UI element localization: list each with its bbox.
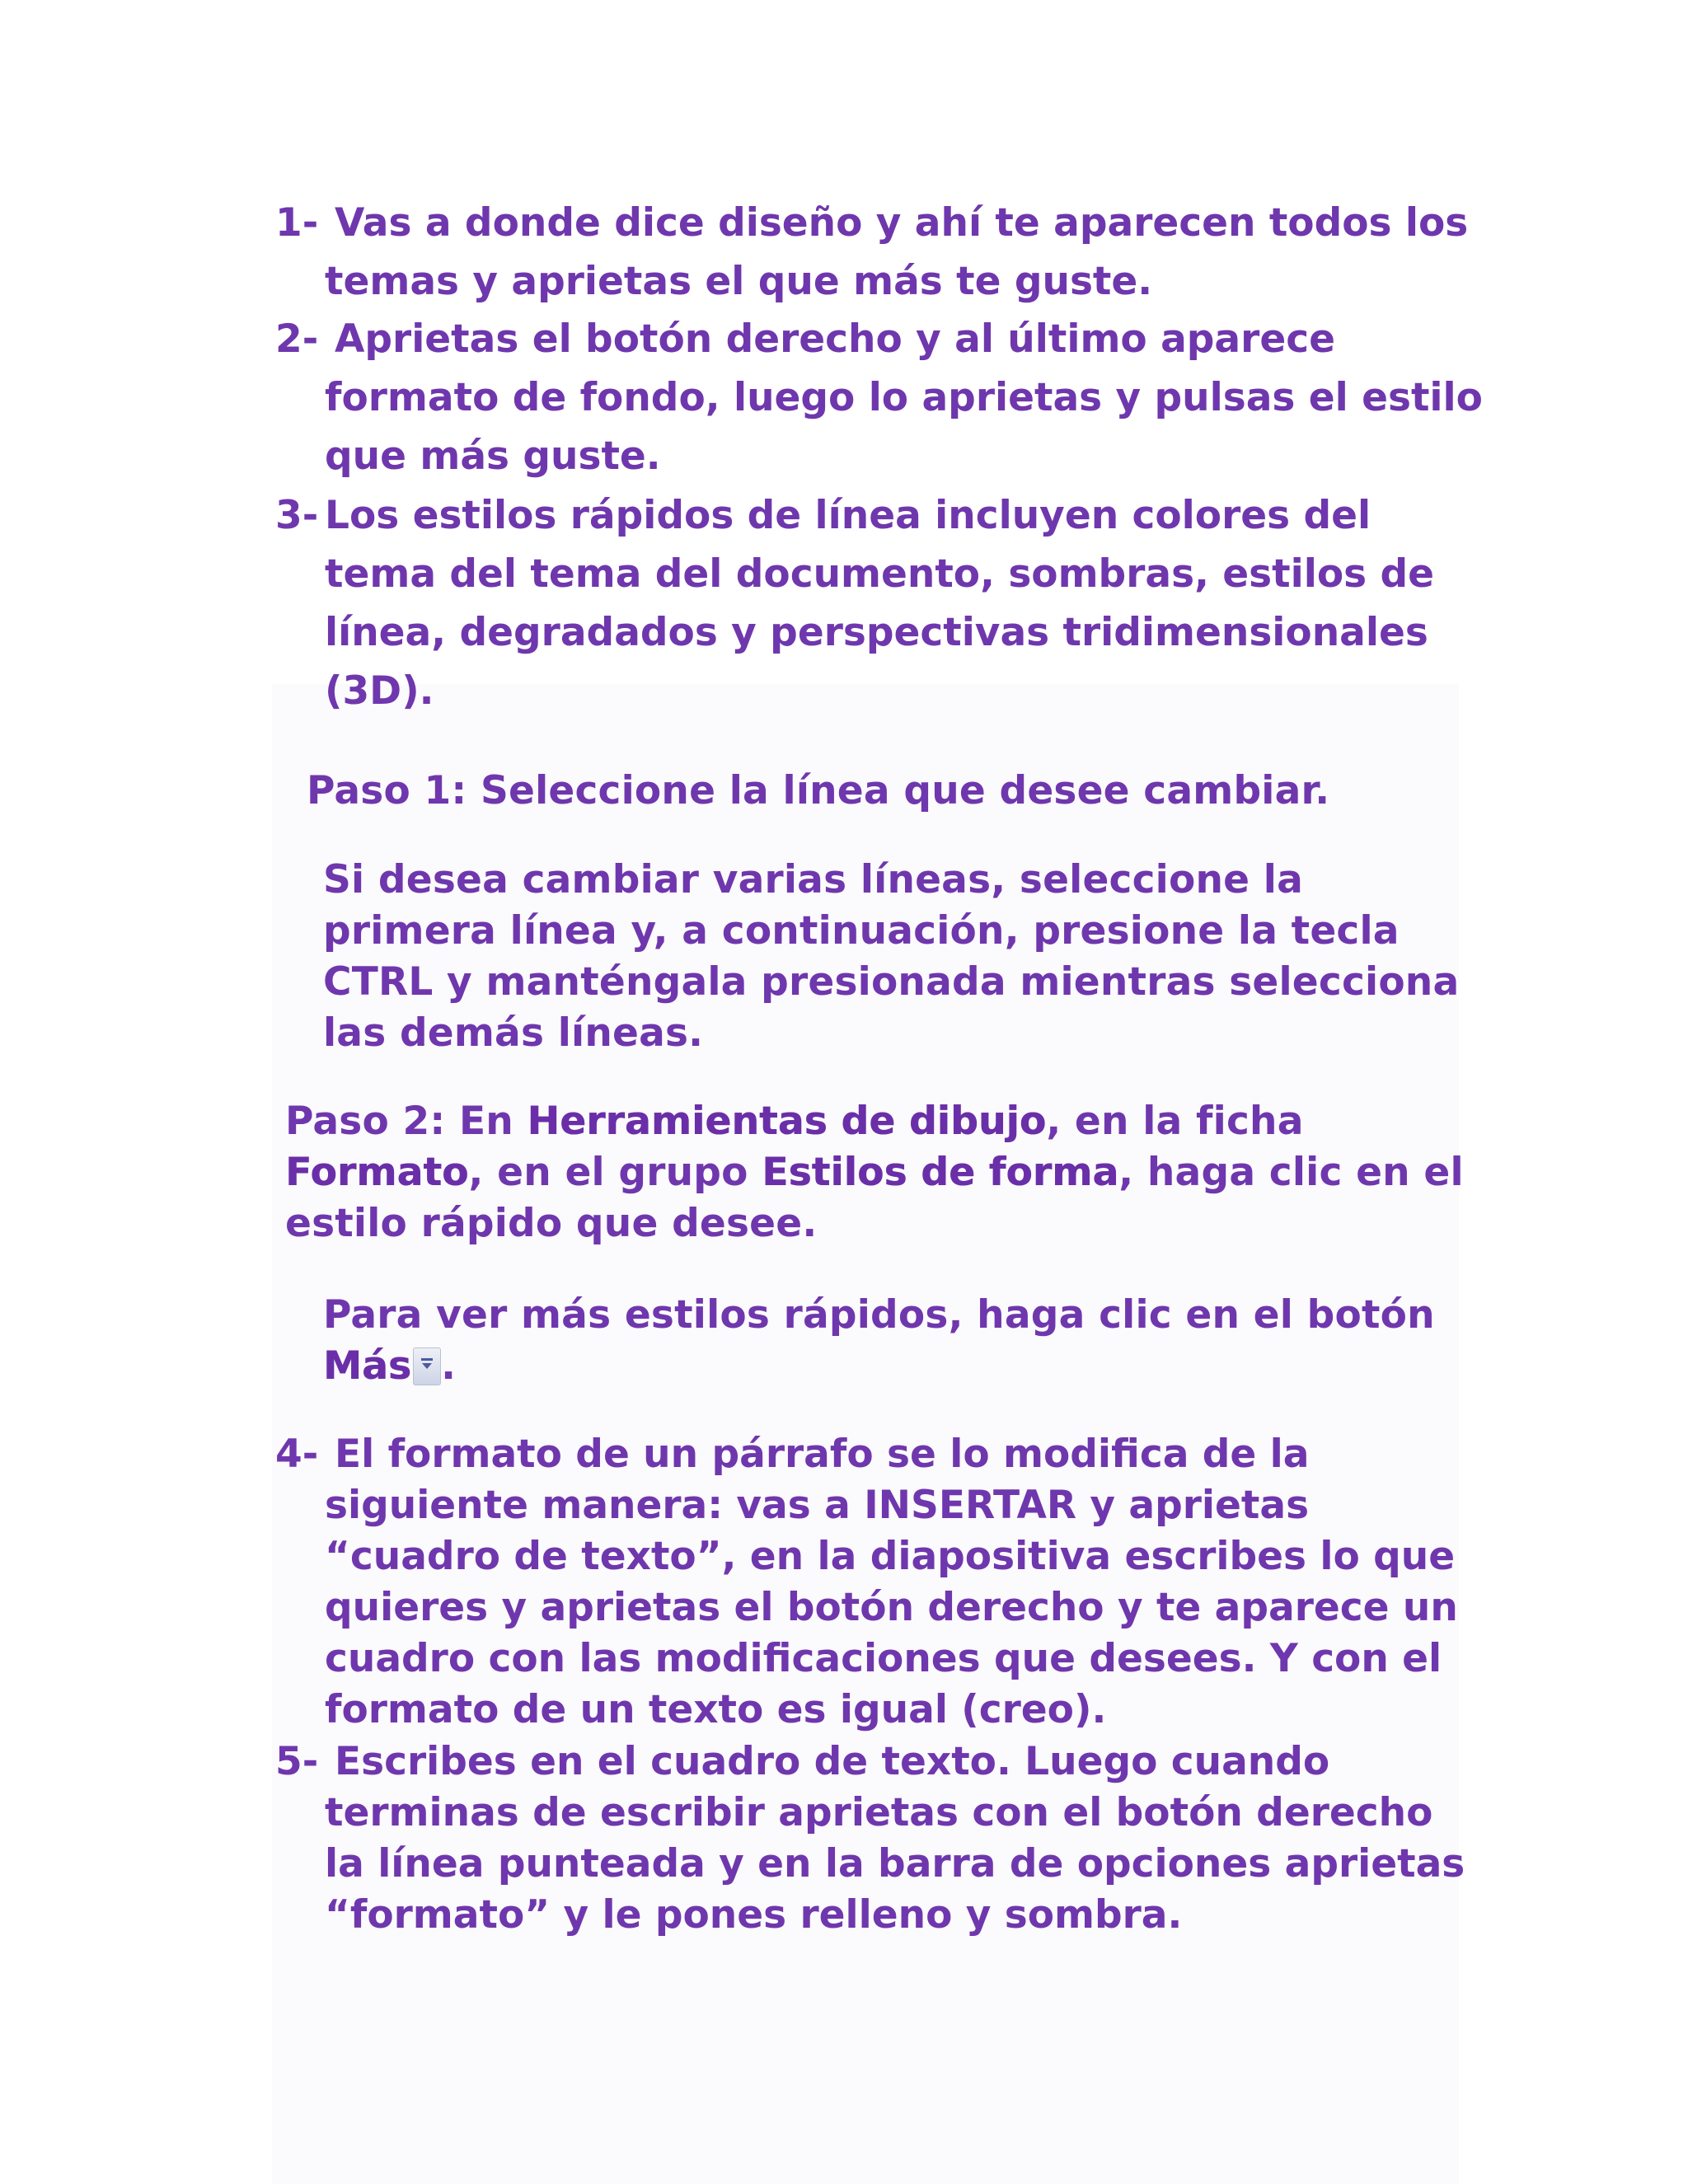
- item-line: quieres y aprietas el botón derecho y te aparece un: [325, 1585, 1458, 1630]
- item-number: 3-: [275, 493, 319, 538]
- item-line: cuadro con las modificaciones que desees. Y con el: [325, 1636, 1442, 1681]
- paragraph-line: estilo rápido que desee.: [285, 1201, 818, 1246]
- item-line: “cuadro de texto”, en la diapositiva escribes lo que: [325, 1534, 1456, 1579]
- paso-2-text: , en la ficha: [1046, 1099, 1304, 1144]
- item-line: terminas de escribir aprietas con el botón derecho: [325, 1790, 1433, 1835]
- paragraph-end: .: [441, 1343, 457, 1389]
- paragraph-line: CTRL y manténgala presionada mientras selecciona: [323, 959, 1460, 1005]
- paragraph-line: primera línea y, a continuación, presione la tecla: [323, 908, 1400, 954]
- format-tab-name: Formato: [285, 1150, 469, 1195]
- item-text: [325, 310, 1505, 485]
- item-text: [325, 194, 1505, 311]
- item-line: tema del tema del documento, sombras, estilos de: [325, 551, 1434, 597]
- paso-2-text: , haga clic en el: [1118, 1150, 1464, 1195]
- item-line: la línea punteada y en la barra de opciones aprietas: [325, 1841, 1465, 1886]
- item-line: siguiente manera: vas a INSERTAR y aprietas: [325, 1483, 1310, 1528]
- paragraph-line: [285, 1147, 1464, 1198]
- paso-1-body: [323, 855, 1459, 1059]
- paragraph-line: [323, 1341, 1435, 1392]
- item-line: “formato” y le pones relleno y sombra.: [325, 1892, 1183, 1938]
- paragraph-line: [285, 1096, 1464, 1147]
- paso-2-text: , en el grupo: [468, 1150, 762, 1195]
- paso-2-prefix: Paso 2: En: [285, 1099, 528, 1144]
- item-line: El formato de un párrafo se lo modifica de la: [335, 1432, 1310, 1477]
- item-line: Escribes en el cuadro de texto. Luego cuando: [335, 1739, 1330, 1784]
- paragraph-line: las demás líneas.: [323, 1010, 704, 1056]
- item-line: línea, degradados y perspectivas tridimensionales: [325, 610, 1428, 655]
- item-line: temas y aprietas el que más te guste.: [325, 259, 1153, 304]
- item-line: formato de un texto es igual (creo).: [325, 1687, 1107, 1732]
- paragraph-line: Si desea cambiar varias líneas, seleccione la: [323, 857, 1303, 902]
- item-line: Vas a donde dice diseño y ahí te aparecen todos los: [335, 200, 1469, 246]
- item-text: [325, 486, 1495, 720]
- paso-2-paragraph: [285, 1096, 1464, 1249]
- item-number: 2-: [275, 316, 319, 362]
- item-text: [325, 1736, 1505, 1941]
- item-line: Los estilos rápidos de línea incluyen colores del: [325, 493, 1372, 538]
- paso-1-title: Paso 1: Seleccione la línea que desee cambiar.: [307, 768, 1330, 813]
- tools-ribbon-name: Herramientas de dibujo: [527, 1099, 1047, 1144]
- item-number: 1-: [275, 200, 319, 246]
- more-button-name: Más: [323, 1343, 412, 1389]
- shape-styles-group-name: Estilos de forma: [762, 1150, 1119, 1195]
- item-text: [325, 1429, 1505, 1736]
- item-number: 5-: [275, 1739, 319, 1784]
- item-line: formato de fondo, luego lo aprietas y pulsas el estilo: [325, 375, 1483, 420]
- paragraph-line: Para ver más estilos rápidos, haga clic en el botón: [323, 1292, 1435, 1338]
- more-styles-paragraph: [323, 1290, 1435, 1392]
- item-line: (3D).: [325, 668, 434, 714]
- item-number: 4-: [275, 1432, 319, 1477]
- more-dropdown-icon: [413, 1347, 441, 1385]
- item-line: que más guste.: [325, 434, 661, 479]
- item-line: Aprietas el botón derecho y al último aparece: [335, 316, 1335, 362]
